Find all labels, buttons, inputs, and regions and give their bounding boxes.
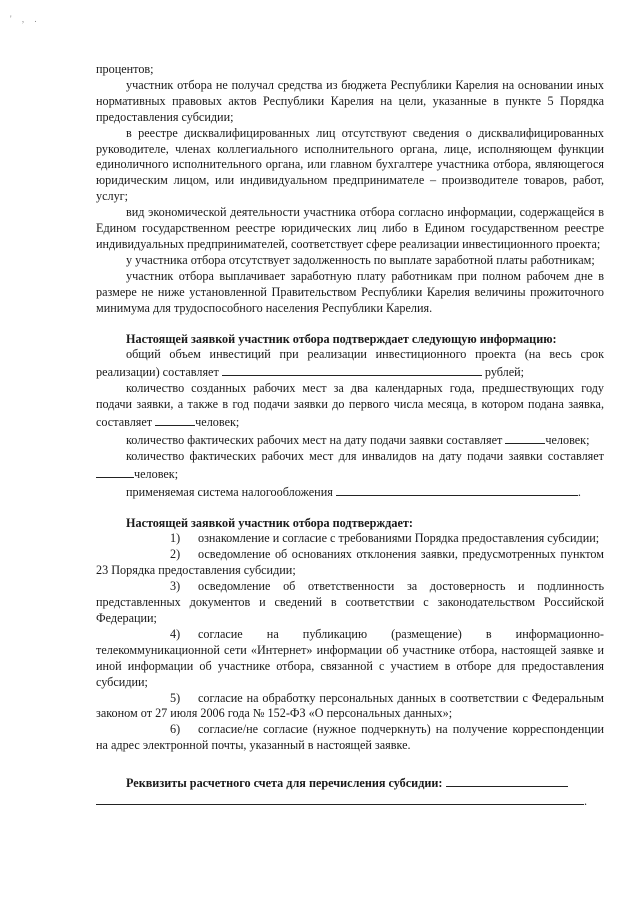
created-jobs-field[interactable] bbox=[155, 413, 195, 426]
tax-system-label: применяемая система налогообложения bbox=[126, 484, 333, 499]
confirm-item-1 bbox=[96, 531, 604, 547]
confirm-item-text: согласие/не согласие (нужное подчеркнуть) на получение корреспонденции на адрес электронной почты, указанный в настоящей заявке. bbox=[96, 722, 604, 753]
requisites-field-1[interactable] bbox=[446, 774, 568, 787]
paragraph-percent: процентов; bbox=[96, 62, 154, 76]
confirm-item-6 bbox=[96, 722, 604, 754]
actual-jobs-unit: человек; bbox=[545, 432, 590, 447]
created-jobs-unit: человек; bbox=[195, 415, 240, 430]
requisites-second-line bbox=[96, 792, 604, 810]
requisites-line bbox=[96, 774, 604, 792]
confirm-item-text: осведомление об основаниях отклонения заявки, предусмотренных пунктом 23 Порядка предоставления субсидии; bbox=[96, 547, 604, 578]
investment-label: общий объем инвестиций при реализации инвестиционного проекта (на весь срок реализации) составляет bbox=[96, 347, 604, 380]
paragraph-no-wage-debt: у участника отбора отсутствует задолженность по выплате заработной платы работникам; bbox=[126, 252, 595, 267]
confirm-item-number: 4) bbox=[170, 626, 181, 641]
requisites-label: Реквизиты расчетного счета для перечисления субсидии: bbox=[126, 776, 443, 791]
confirm-item-3 bbox=[96, 579, 604, 627]
tax-system-line bbox=[96, 483, 604, 501]
disabled-jobs-line bbox=[96, 449, 604, 483]
confirm-item-2 bbox=[96, 547, 604, 579]
actual-jobs-field[interactable] bbox=[505, 431, 545, 444]
confirm-item-number: 1) bbox=[170, 531, 181, 546]
disabled-jobs-field[interactable] bbox=[96, 465, 134, 478]
tax-system-end: . bbox=[577, 484, 581, 499]
document-page bbox=[96, 62, 604, 810]
confirm-item-number: 5) bbox=[170, 690, 181, 705]
paragraph-no-budget-funds: участник отбора не получал средства из бюджета Республики Карелия на основании иных нормативных правовых актов Республики Карелия на цели, указанные в пункте 5 Порядка предоставления субсидии; bbox=[96, 77, 604, 124]
confirm-item-text: ознакомление и согласие с требованиями Порядка предоставления субсидии; bbox=[198, 531, 600, 546]
created-jobs-line bbox=[96, 381, 604, 431]
confirm-item-text: осведомление об ответственности за достоверность и подлинность представленных документов и сведений в соответствии с законодательством Российской Федерации; bbox=[96, 579, 604, 625]
paragraph-minimum-wage: участник отбора выплачивает заработную плату работникам при полном рабочем дне в размере не ниже установленной Правительством Республики Карелия величины прожиточного минимума для трудоспособного населения Республики Карелия. bbox=[96, 268, 604, 315]
disabled-jobs-unit: человек; bbox=[134, 466, 179, 481]
confirm-item-4 bbox=[96, 627, 604, 691]
disabled-jobs-label: количество фактических рабочих мест для инвалидов на дату подачи заявки составляет bbox=[126, 448, 604, 463]
requisites-field-2[interactable] bbox=[96, 792, 584, 805]
confirm-item-number: 2) bbox=[170, 547, 181, 562]
section2-heading: Настоящей заявкой участник отбора подтверждает: bbox=[126, 515, 413, 530]
paragraph-disqualified-registry: в реестре дисквалифицированных лиц отсутствуют сведения о дисквалифицированных руководителе, членах коллегиального исполнительного органа, лице, исполняющем функции единоличного исполнительного органа, или главном бухгалтере участника отбора, являющегося юридическим лицом, или индивидуальном предпринимателе – производителе товаров, работ, услуг; bbox=[96, 125, 604, 204]
actual-jobs-line bbox=[96, 431, 604, 449]
section1-heading: Настоящей заявкой участник отбора подтверждает следующую информацию: bbox=[126, 331, 557, 346]
confirm-item-5 bbox=[96, 691, 604, 723]
confirm-item-text: согласие на публикацию (размещение) в информационно-телекоммуникационной сети «Интернет» информации об участнике отбора, настоящей заявке и иной информации об участнике отбора, связанной с участием в отборе для предоставления субсидии; bbox=[96, 626, 604, 689]
requisites-end: . bbox=[584, 794, 588, 809]
investment-unit: рублей; bbox=[484, 365, 525, 380]
confirm-item-number: 3) bbox=[170, 579, 181, 594]
scan-corner-marks: ' , . bbox=[10, 14, 41, 24]
confirm-item-text: согласие на обработку персональных данных в соответствии с Федеральным законом от 27 июля 2006 года № 152-ФЗ «О персональных данных»; bbox=[96, 690, 604, 721]
paragraph-activity-type: вид экономической деятельности участника отбора согласно информации, содержащейся в Едином государственном реестре юридических лиц либо в Едином государственном реестре индивидуальных предпринимателей, соответствует сфере реализации инвестиционного проекта; bbox=[96, 205, 604, 251]
confirm-item-number: 6) bbox=[170, 722, 181, 737]
investment-amount-line bbox=[96, 347, 604, 381]
created-jobs-label: количество созданных рабочих мест за два календарных года, предшествующих году подачи заявки, а также в год подачи заявки до первого числа месяца, в котором подана заявка, составляет bbox=[96, 381, 604, 430]
actual-jobs-label: количество фактических рабочих мест на дату подачи заявки составляет bbox=[126, 432, 503, 447]
tax-system-field[interactable] bbox=[336, 483, 578, 496]
investment-amount-field[interactable] bbox=[222, 363, 482, 376]
